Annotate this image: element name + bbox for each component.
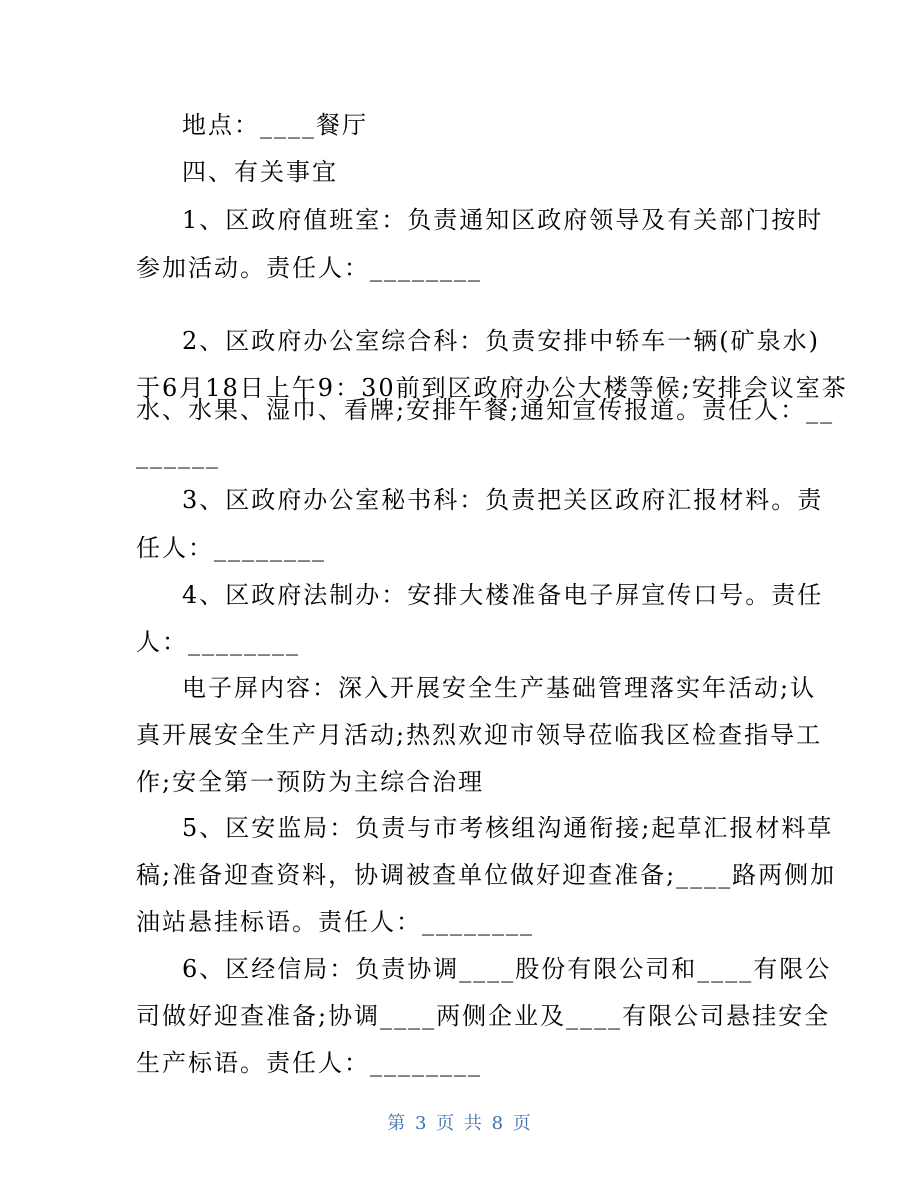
item-5-line-2: 稿;准备迎查资料，协调被查单位做好迎查准备;____路两侧加 bbox=[136, 861, 837, 889]
item-1-line-1: 1、区政府值班室：负责通知区政府领导及有关部门按时 bbox=[182, 206, 824, 234]
screen-content-line-2: 真开展安全生产月活动;热烈欢迎市领导莅临我区检查指导工 bbox=[136, 721, 823, 749]
item-3-line-2: 任人：________ bbox=[136, 534, 326, 562]
item-6-line-3: 生产标语。责任人：________ bbox=[136, 1049, 482, 1077]
item-6-line-1: 6、区经信局：负责协调____股份有限公司和____有限公 bbox=[182, 955, 832, 983]
item-5-line-1: 5、区安监局：负责与市考核组沟通衔接;起草汇报材料草 bbox=[182, 814, 834, 842]
item-1-line-2: 参加活动。责任人：________ bbox=[136, 254, 482, 282]
item-3-line-1: 3、区政府办公室秘书科：负责把关区政府汇报材料。责 bbox=[182, 486, 824, 514]
screen-content-line-1: 电子屏内容：深入开展安全生产基础管理落实年活动;认 bbox=[182, 674, 817, 702]
page-number-footer: 第 3 页 共 8 页 bbox=[387, 1113, 533, 1134]
item-2-line-1: 2、区政府办公室综合科：负责安排中轿车一辆(矿泉水) bbox=[182, 327, 820, 355]
screen-content-line-3: 作;安全第一预防为主综合治理 bbox=[136, 768, 485, 796]
item-4-line-1: 4、区政府法制办：安排大楼准备电子屏宣传口号。责任 bbox=[182, 581, 824, 609]
item-5-line-3: 油站悬挂标语。责任人：________ bbox=[136, 908, 534, 936]
section-heading: 四、有关事宜 bbox=[182, 158, 338, 186]
item-2-line-4: ______ bbox=[136, 441, 220, 469]
item-2-line-3: 水、水果、湿巾、看牌;安排午餐;通知宣传报道。责任人：__ bbox=[136, 396, 835, 424]
paragraph-location: 地点：____餐厅 bbox=[182, 111, 368, 139]
item-6-line-2: 司做好迎查准备;协调____两侧企业及____有限公司悬挂安全 bbox=[136, 1002, 831, 1030]
item-4-line-2: 人：________ bbox=[136, 628, 300, 656]
item-2-line-2: 于6月18日上午9：30前到区政府办公大楼等候;安排会议室茶 bbox=[136, 374, 848, 402]
